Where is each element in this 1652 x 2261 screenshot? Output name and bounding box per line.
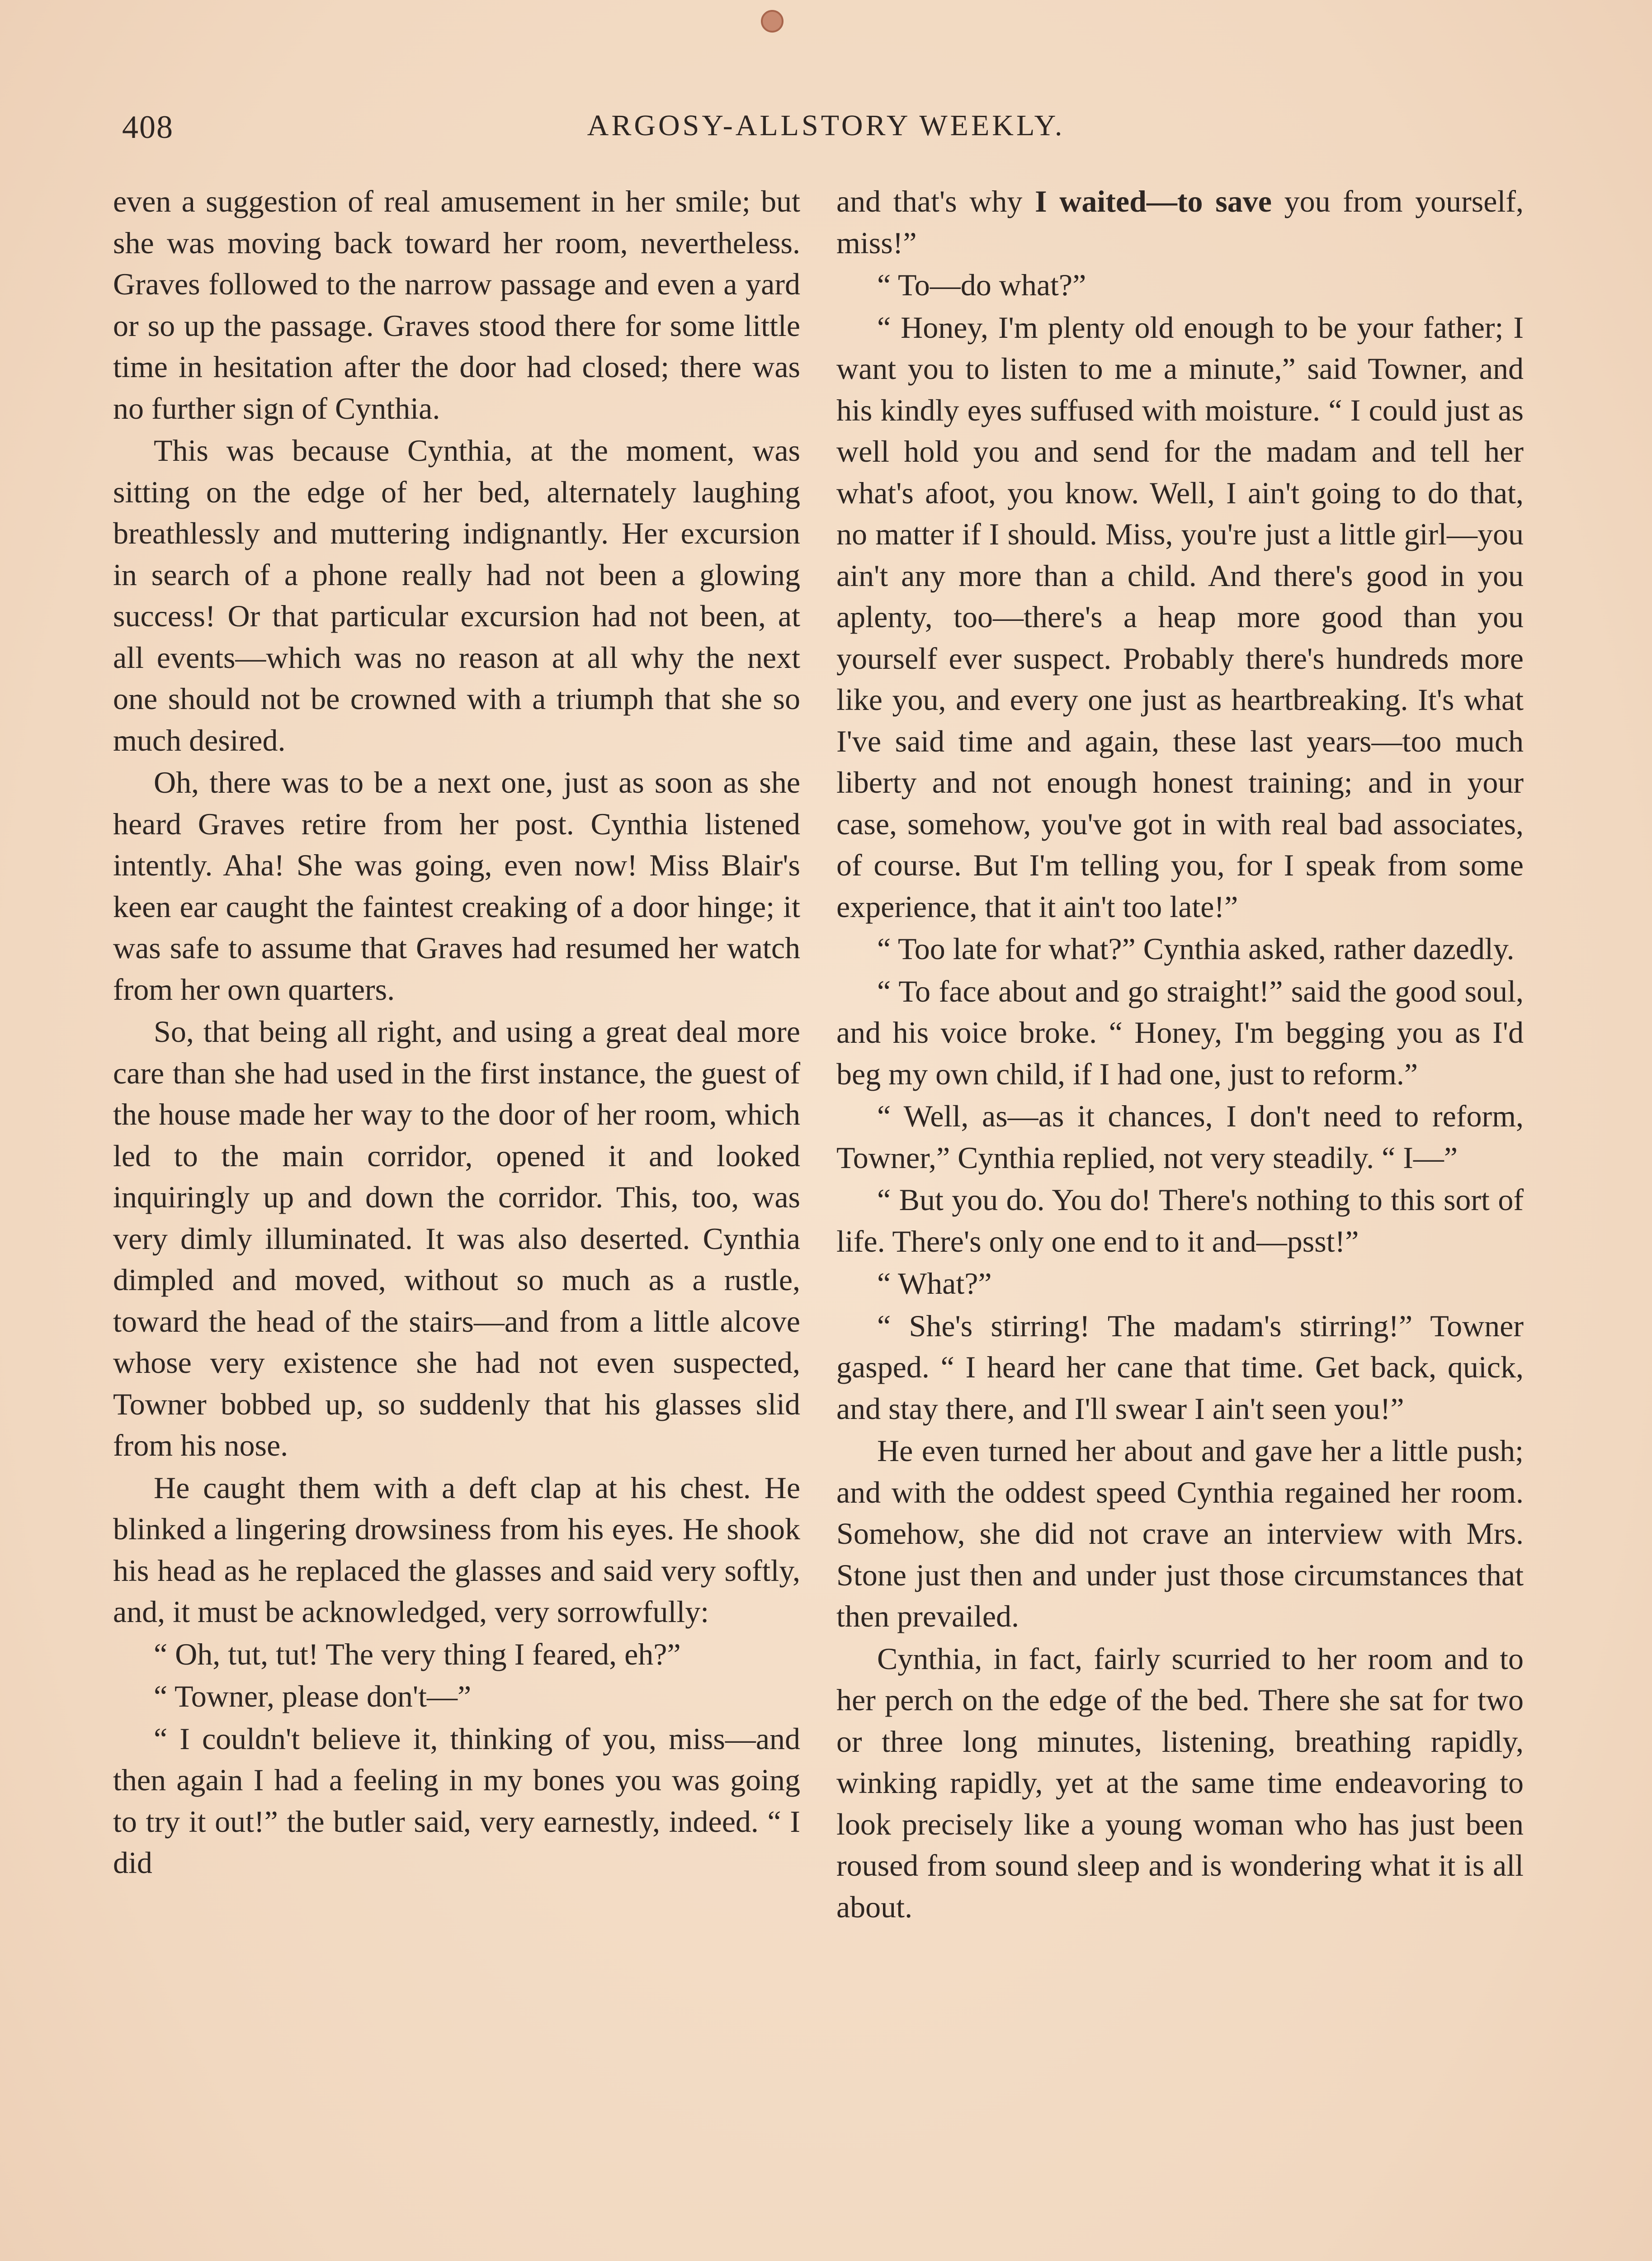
paragraph: He caught them with a deft clap at his chest. He blinked a lingering drowsiness from his eyes. He shook his head as he replaced the glasses and said very softly, and, it must be acknowledged, very sorrowfully:: [113, 1470, 800, 1629]
paragraph: “ Well, as—as it chances, I don't need to reform, Towner,” Cynthia replied, not very steadily. “ I—”: [836, 1099, 1524, 1175]
paragraph: “ What?”: [877, 1266, 992, 1301]
paragraph: So, that being all right, and using a great deal more care than she had used in the first instance, the guest of the house made her way to the door of her room, which led to the main corridor, opened it and looked inquiringly up and down the corridor. This, too, was very dimly illuminated. It was also deserted. Cynthia dimpled and moved, without so much as a rustle, toward the head of the stairs—and from a little alcove whose very existence she had not even suspected, Towner bobbed up, so suddenly that his glasses slid from his nose.: [113, 1014, 800, 1462]
paragraph: “ Oh, tut, tut! The very thing I feared, eh?”: [154, 1637, 681, 1671]
text-run: and that's why: [836, 184, 1035, 218]
paragraph: Oh, there was to be a next one, just as soon as she heard Graves retire from her post. Cynthia listened intently. Aha! She was going, even now! Miss Blair's keen ear caught the faintest creaking of a door hinge; it was safe to assume that Graves had resumed her watch from her own quarters.: [113, 765, 800, 1007]
paragraph: “ To—do what?”: [877, 268, 1086, 302]
paragraph: [836, 181, 1524, 264]
text-run: you from yourself, miss!”: [836, 184, 1524, 260]
paragraph: “ To face about and go straight!” said the good soul, and his voice broke. “ Honey, I'm begging you as I'd beg my own child, if I had one, just to reform.”: [836, 974, 1524, 1091]
paragraph: “ She's stirring! The madam's stirring!” Towner gasped. “ I heard her cane that time. Get back, quick, and stay there, and I'll swear I ain't seen you!”: [836, 1308, 1524, 1426]
paragraph: “ But you do. You do! There's nothing to this sort of life. There's only one end to it and—psst!”: [836, 1183, 1524, 1258]
right-column: [836, 181, 1524, 1928]
running-head: ARGOSY-ALLSTORY WEEKLY.: [587, 109, 1065, 142]
paragraph: Cynthia, in fact, fairly scurried to her room and to her perch on the edge of the bed. There she sat for two or three long minutes, listening, breathing rapidly, winking rapidly, yet at the same time endeavoring to look precisely like a young woman who has just been roused from sound sleep and is wondering what it is all about.: [836, 1641, 1524, 1924]
bold-text-run: I waited—to save: [1035, 184, 1272, 218]
page-header: [122, 109, 1530, 158]
paragraph: even a suggestion of real amusement in her smile; but she was moving back toward her room, nevertheless. Graves followed to the narrow passage and even a yard or so up the passage. Graves stood there for some little time in hesitation after the door had closed; there was no further sign of Cynthia.: [113, 184, 800, 426]
page-number: 408: [122, 109, 174, 145]
paragraph: “ Honey, I'm plenty old enough to be your father; I want you to listen to me a minute,” said Towner, and his kindly eyes suffused with moisture. “ I could just as well hold you and send for the madam and tell her what's afoot, you know. Well, I ain't going to do that, no matter if I should. Miss, you're just a little girl—you ain't any more than a child. And there's good in you aplenty, too—there's a heap more good than you yourself ever suspect. Probably there's hundreds more like you, and every one just as heartbreaking. It's what I've said time and again, these last years—too much liberty and not enough honest training; and in your case, somehow, you've got in with real bad associates, of course. But I'm telling you, for I speak from some experience, that it ain't too late!”: [836, 310, 1524, 924]
paragraph: “ Too late for what?” Cynthia asked, rather dazedly.: [877, 932, 1515, 966]
paragraph: “ I couldn't believe it, thinking of you, miss—and then again I had a feeling in my bones you was going to try it out!” the butler said, very earnestly, indeed. “ I did: [113, 1721, 800, 1880]
binding-hole-mark: [761, 10, 784, 33]
paragraph: He even turned her about and gave her a little push; and with the oddest speed Cynthia regained her room. Somehow, she did not crave an interview with Mrs. Stone just then and under just those circumstances that then prevailed.: [836, 1433, 1524, 1633]
paragraph: “ Towner, please don't—”: [154, 1679, 472, 1713]
paragraph: This was because Cynthia, at the moment, was sitting on the edge of her bed, alternately laughing breathlessly and muttering indignantly. Her excursion in search of a phone really had not been a glowing success! Or that particular excursion had not been, at all events—which was no reason at all why the next one should not be crowned with a triumph that she so much desired.: [113, 433, 800, 757]
left-column: [113, 181, 800, 1884]
